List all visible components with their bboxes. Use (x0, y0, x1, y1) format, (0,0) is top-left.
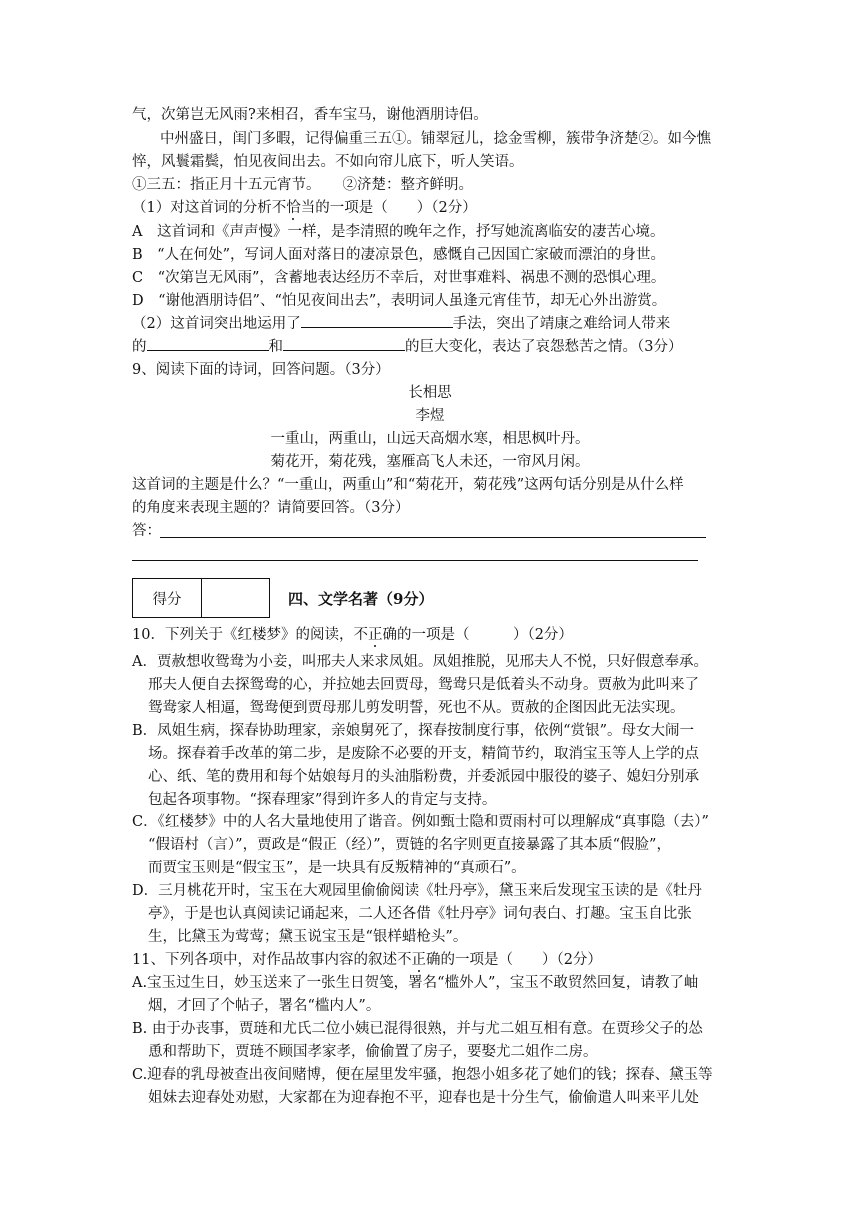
answer-blank[interactable] (283, 336, 405, 351)
question-2-text-end: 的巨大变化，表达了哀怨愁苦之情。（3分） (405, 339, 683, 355)
poem-title: 长相思 (408, 385, 452, 401)
q11-option-a-line-1: A.宝玉过生日，妙玉送来了一张生日贺笺，署名“槛外人”，宝玉不敢贸然回复，请教了岫 (132, 975, 699, 991)
option-d: D “谢他酒朋诗侣”、“怕见夜间出去”，表明词人虽逢元宵佳节，却无心外出游赏。 (132, 293, 667, 309)
question-10 (132, 624, 573, 646)
q10-option-b-line-2: 场。探春着手改革的第二步，是废除不必要的开支，精简节约，取消宝玉等人上学的点 (148, 746, 699, 762)
emphasis-text: 不正确 (396, 952, 441, 968)
option-c: C “次第岂无风雨”，含蓄地表达经历不幸后，对世事难料、祸患不测的恐惧心理。 (132, 270, 666, 286)
q10-option-b-line-3: 心、纸、笔的费用和每个姑娘每月的头油脂粉费，并委派园中服役的婆子、媳妇分别承 (148, 769, 699, 785)
question-9: 9、阅读下面的诗词，回答问题。（3分） (132, 362, 390, 378)
question-11 (132, 949, 602, 971)
footnotes (132, 174, 473, 196)
q11-option-b-line-2: 恿和帮助下，贾琏不顾国孝家孝，偷偷置了房子，要娶尤二姐作二房。 (148, 1044, 598, 1060)
q10-option-a-line-2: 邢夫人便自去探鸳鸯的心，并拉她去回贾母，鸳鸯只是低着头不动身。贾赦为此叫来了 (148, 677, 699, 693)
poem-line-2: 菊花开，菊花残，塞雁高飞人未还，一帘风月闲。 (270, 454, 590, 470)
q10-option-c-line-3: 而贾宝玉则是“假宝玉”，是一块具有反叛精神的“真顽石”。 (148, 860, 526, 876)
score-box (132, 578, 270, 618)
poem-text-line-2: 中州盛日，闺门多暇，记得偏重三五①。铺翠冠儿，捻金雪柳，簇带争济楚②。如今憔 (160, 131, 711, 147)
question-2-line-2 (132, 336, 682, 358)
question-9-line-1: 这首词的主题是什么？“一重山，两重山”和“菊花开，菊花残”这两句话分别是从什么样 (132, 477, 684, 493)
question-11-text-end: 的一项是（ ）（2分） (440, 952, 602, 968)
question-11-text: 11、下列各项中，对作品故事内容的叙述 (132, 952, 397, 968)
option-b: B “人在何处”，写词人面对落日的凄凉景色，感慨自己因国亡家破而漂泊的身世。 (132, 247, 665, 263)
question-10-text-end: 的一项是（ ）（2分） (396, 627, 573, 643)
score-label: 得分 (133, 579, 202, 617)
question-2-line-1 (132, 313, 670, 335)
question-1-text: （1）对这首词的分析 (132, 200, 272, 216)
option-a: A 这首词和《声声慢》一样，是李清照的晚年之作，抒写她流离临安的凄苦心境。 (132, 224, 665, 240)
q10-option-c-line-2: “假语村（言）”，贾政是“假正（经）”，贾链的名字则更直接暴露了其本质“假脸”， (148, 837, 671, 853)
answer-blank[interactable] (301, 313, 453, 328)
poem-line-1: 一重山，两重山，山远天高烟水寒，相思枫叶丹。 (270, 431, 590, 447)
question-2-text-cont: 手法，突出了靖康之难给词人带来 (452, 316, 671, 332)
q10-option-d-line-1: D．三月桃花开时，宝玉在大观园里偷偷阅读《牡丹亭》，黛玉来后发现宝玉读的是《牡丹 (132, 883, 702, 899)
poem-author: 李煜 (415, 408, 445, 424)
score-field[interactable] (202, 579, 269, 617)
q11-option-b-line-1: B. 由于办丧事，贾琏和尤氏二位小姨已混得很熟，并与尤二姐互相有意。在贾珍父子的怂 (132, 1021, 703, 1037)
footnote-2: ②济楚：整齐鲜明。 (342, 177, 473, 193)
q10-option-b-line-1: B．凤姐生病，探春协助理家，亲娘舅死了，探春按制度行事，依例“赏银”。母女大闹一 (132, 723, 694, 739)
q11-option-a-line-2: 烟，才回了个帖子，署名“槛内人”。 (148, 998, 381, 1014)
q11-option-c-line-1: C.迎春的乳母被查出夜间赌博，便在屋里发牢骚，抱怨小姐多花了她们的钱；探春、黛玉等 (132, 1067, 713, 1083)
emphasis-text: 不正确 (353, 627, 397, 643)
q10-option-a-line-1: A．贾赦想收鸳鸯为小妾，叫邢夫人来求凤姐。凤姐推脱，见邢夫人不悦，只好假意奉承。 (132, 654, 708, 670)
question-2-text-he: 和 (268, 339, 283, 355)
question-1 (132, 197, 477, 219)
emphasis-text: 不恰当 (271, 200, 316, 216)
q11-option-c-line-2: 姐妹去迎春处劝慰，大家都在为迎春抱不平，迎春也是十分生气，偷偷遣人叫来平儿处 (148, 1090, 699, 1106)
section-title: 四、文学名著（9分） (288, 590, 434, 608)
answer-blank[interactable] (147, 336, 269, 351)
q10-option-a-line-3: 鸳鸯家人相逼，鸳鸯便到贾母那儿剪发明誓，死也不从。贾赦的企图因此无法实现。 (148, 700, 685, 716)
answer-line-2[interactable] (132, 560, 698, 561)
q10-option-d-line-2: 亭》，于是也认真阅读记诵起来，二人还各借《牡丹亭》词句表白、打趣。宝玉自比张 (148, 906, 692, 922)
q10-option-c-line-1: C．《红楼梦》中的人名大量地使用了谐音。例如甄士隐和贾雨村可以理解成“真事隐（去）” (132, 814, 709, 830)
question-2-text: （2）这首词突出地运用了 (132, 316, 301, 332)
answer-line-1[interactable] (160, 537, 706, 538)
q10-option-d-line-3: 生，比黛玉为莺莺；黛玉说宝玉是“银样蜡枪头”。 (148, 929, 468, 945)
question-2-text-de: 的 (132, 339, 147, 355)
footnote-1: ①三五：指正月十五元宵节。 (132, 177, 321, 193)
question-1-text-end: 的一项是（ ）（2分） (315, 200, 477, 216)
answer-label: 答： (132, 523, 161, 539)
poem-text-line-3: 悴，风鬟霜鬓，怕见夜间出去。不如向帘儿底下，听人笑语。 (132, 154, 524, 170)
poem-text-line-1: 气，次第岂无风雨?来相召，香车宝马，谢他酒朋诗侣。 (132, 107, 488, 123)
question-9-line-2: 的角度来表现主题的？请简要回答。（3分） (132, 500, 410, 516)
q10-option-b-line-4: 包起各项事物。“探春理家”得到许多人的肯定与支持。 (148, 792, 497, 808)
question-10-text: 10．下列关于《红楼梦》的阅读， (132, 627, 354, 643)
